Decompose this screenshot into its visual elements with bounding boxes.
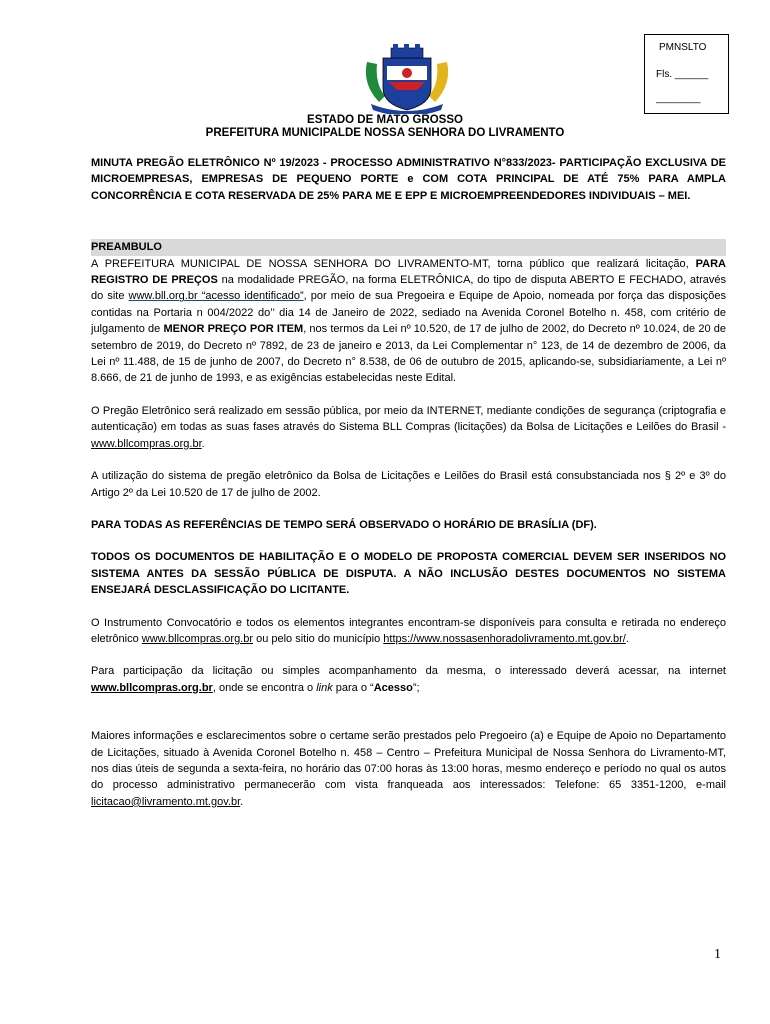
bllcompras-link-3[interactable]: www.bllcompras.org.br bbox=[91, 681, 213, 694]
preamble-paragraph: A PREFEITURA MUNICIPAL DE NOSSA SENHORA DO LIVRAMENTO-MT, torna público que realizará licitação, PARA REGISTRO DE PREÇOS na modalidade PREGÃO, na forma ELETRÔNICA, do tipo de disputa ABERTO E FECHADO, através do site www.bll.org.br “acesso identificado”, por meio de sua Pregoeira e Equipe de Apoio, nomeada por força das disposições contidas na Portaria n 004/2022 do’’ dia 14 de Janeiro de 2022, sediado na Avenida Coronel Botelho n. 458, com critério de julgamento de MENOR PREÇO POR ITEM, nos termos da Lei nº 10.520, de 17 de julho de 2002, do Decreto nº 10.024, de 20 de setembro de 2019, do Decreto nº 7892, de 23 de janeiro e 2013, da Lei Complementar n° 123, de 14 de dezembro de 2006, da Lei nº 11.488, de 15 de junho de 2007, do Decreto n° 8.538, de 06 de outubro de 2015, aplicando-se, subsidiariamente, a Lei nº 8.666, de 21 de junho de 1993, e as exigências estabelecidas neste Edital. bbox=[91, 257, 726, 385]
paragraph-brasilia-time: PARA TODAS AS REFERÊNCIAS DE TEMPO SERÁ OBSERVADO O HORÁRIO DE BRASÍLIA (DF). bbox=[91, 518, 597, 531]
bll-site-link[interactable]: www.bll.org.br “acesso identificado” bbox=[128, 290, 304, 303]
paragraph-participation-access: Para participação da licitação ou simples acompanhamento da mesma, o interessado deverá acessar, na internet www.bllcompras.org.br, onde se encontra o link para o “Acesso”; bbox=[91, 665, 726, 694]
stamp-line-3: ________ bbox=[656, 93, 701, 104]
prefecture-header: PREFEITURA MUNICIPALDE NOSSA SENHORA DO LIVRAMENTO bbox=[205, 127, 565, 139]
municipal-coat-of-arms-icon bbox=[357, 44, 457, 114]
email-link[interactable]: licitacao@livramento.mt.gov.br bbox=[91, 795, 241, 808]
paragraph-instrument-availability: O Instrumento Convocatório e todos os elementos integrantes encontram-se disponíveis para consulta e retirada no endereço eletrônico www.bllcompras.org.br ou pelo sitio do município https://www.nossasenhoradolivramento.mt.gov.br/. bbox=[91, 616, 726, 645]
paragraph-legal-basis: A utilização do sistema de pregão eletrônico da Bolsa de Licitações e Leilões do Brasil está consubstanciada nos § 2º e 3º do Artigo 2º da Lei 10.520 de 17 de julho de 2002. bbox=[91, 470, 726, 499]
protocol-stamp-box bbox=[644, 34, 729, 114]
paragraph-more-information: Maiores informações e esclarecimentos sobre o certame serão prestados pelo Pregoeiro (a) e Equipe de Apoio no Departamento de Licitações, situado à Avenida Coronel Botelho n. 458 – Centro – Prefeitura Municipal de Nossa Senhora do Livramento-MT, nos dias úteis de segunda a sexta-feira, no horário das 07:00 horas às 13:00 horas, mesmo endereço e período no qual os autos do processo administrativo permanecerão com vista franqueada aos interessados: Telefone: 65 3351-1200, e-mail licitacao@livramento.mt.gov.br. bbox=[91, 730, 726, 808]
state-header: ESTADO DE MATO GROSSO bbox=[307, 114, 463, 126]
stamp-line-2: Fls. ______ bbox=[656, 69, 709, 80]
bllcompras-link[interactable]: www.bllcompras.org.br bbox=[91, 437, 202, 450]
document-body bbox=[91, 155, 726, 810]
paragraph-habilitation-documents: TODOS OS DOCUMENTOS DE HABILITAÇÃO E O MODELO DE PROPOSTA COMERCIAL DEVEM SER INSERIDOS NO SISTEMA ANTES DA SESSÃO PÚBLICA DE DISPUTA. A NÃO INCLUSÃO DESTES DOCUMENTOS NO SISTEMA ENSEJARÁ DESCLASSIFICAÇÃO DO LICITANTE. bbox=[91, 551, 726, 597]
bllcompras-link-2[interactable]: www.bllcompras.org.br bbox=[141, 632, 254, 645]
page-number: 1 bbox=[714, 947, 721, 962]
stamp-line-1: PMNSLTO bbox=[659, 42, 707, 53]
paragraph-internet-session: O Pregão Eletrônico será realizado em sessão pública, por meio da INTERNET, mediante condições de segurança (criptografia e autenticação) em todas as suas fases através do Sistema BLL Compras (licitações) da Bolsa de Licitações e Leilões do Brasil - www.bllcompras.org.br. bbox=[91, 404, 726, 450]
municipality-site-link[interactable]: https://www.nossasenhoradolivramento.mt.gov.br/ bbox=[383, 632, 626, 645]
preamble-heading: PREAMBULO bbox=[91, 239, 726, 255]
document-title: MINUTA PREGÃO ELETRÔNICO Nº 19/2023 - PROCESSO ADMINISTRATIVO N°833/2023- PARTICIPAÇÃO EXCLUSIVA DE MICROEMPRESAS, EMPRESAS DE PEQUENO PORTE e COM COTA PRINCIPAL DE ATÉ 75% PARA AMPLA CONCORRÊNCIA E COTA RESERVADA DE 25% PARA ME E EPP E MICROEMPREENDEDORES INDIVIDUAIS – MEI. bbox=[91, 157, 726, 202]
